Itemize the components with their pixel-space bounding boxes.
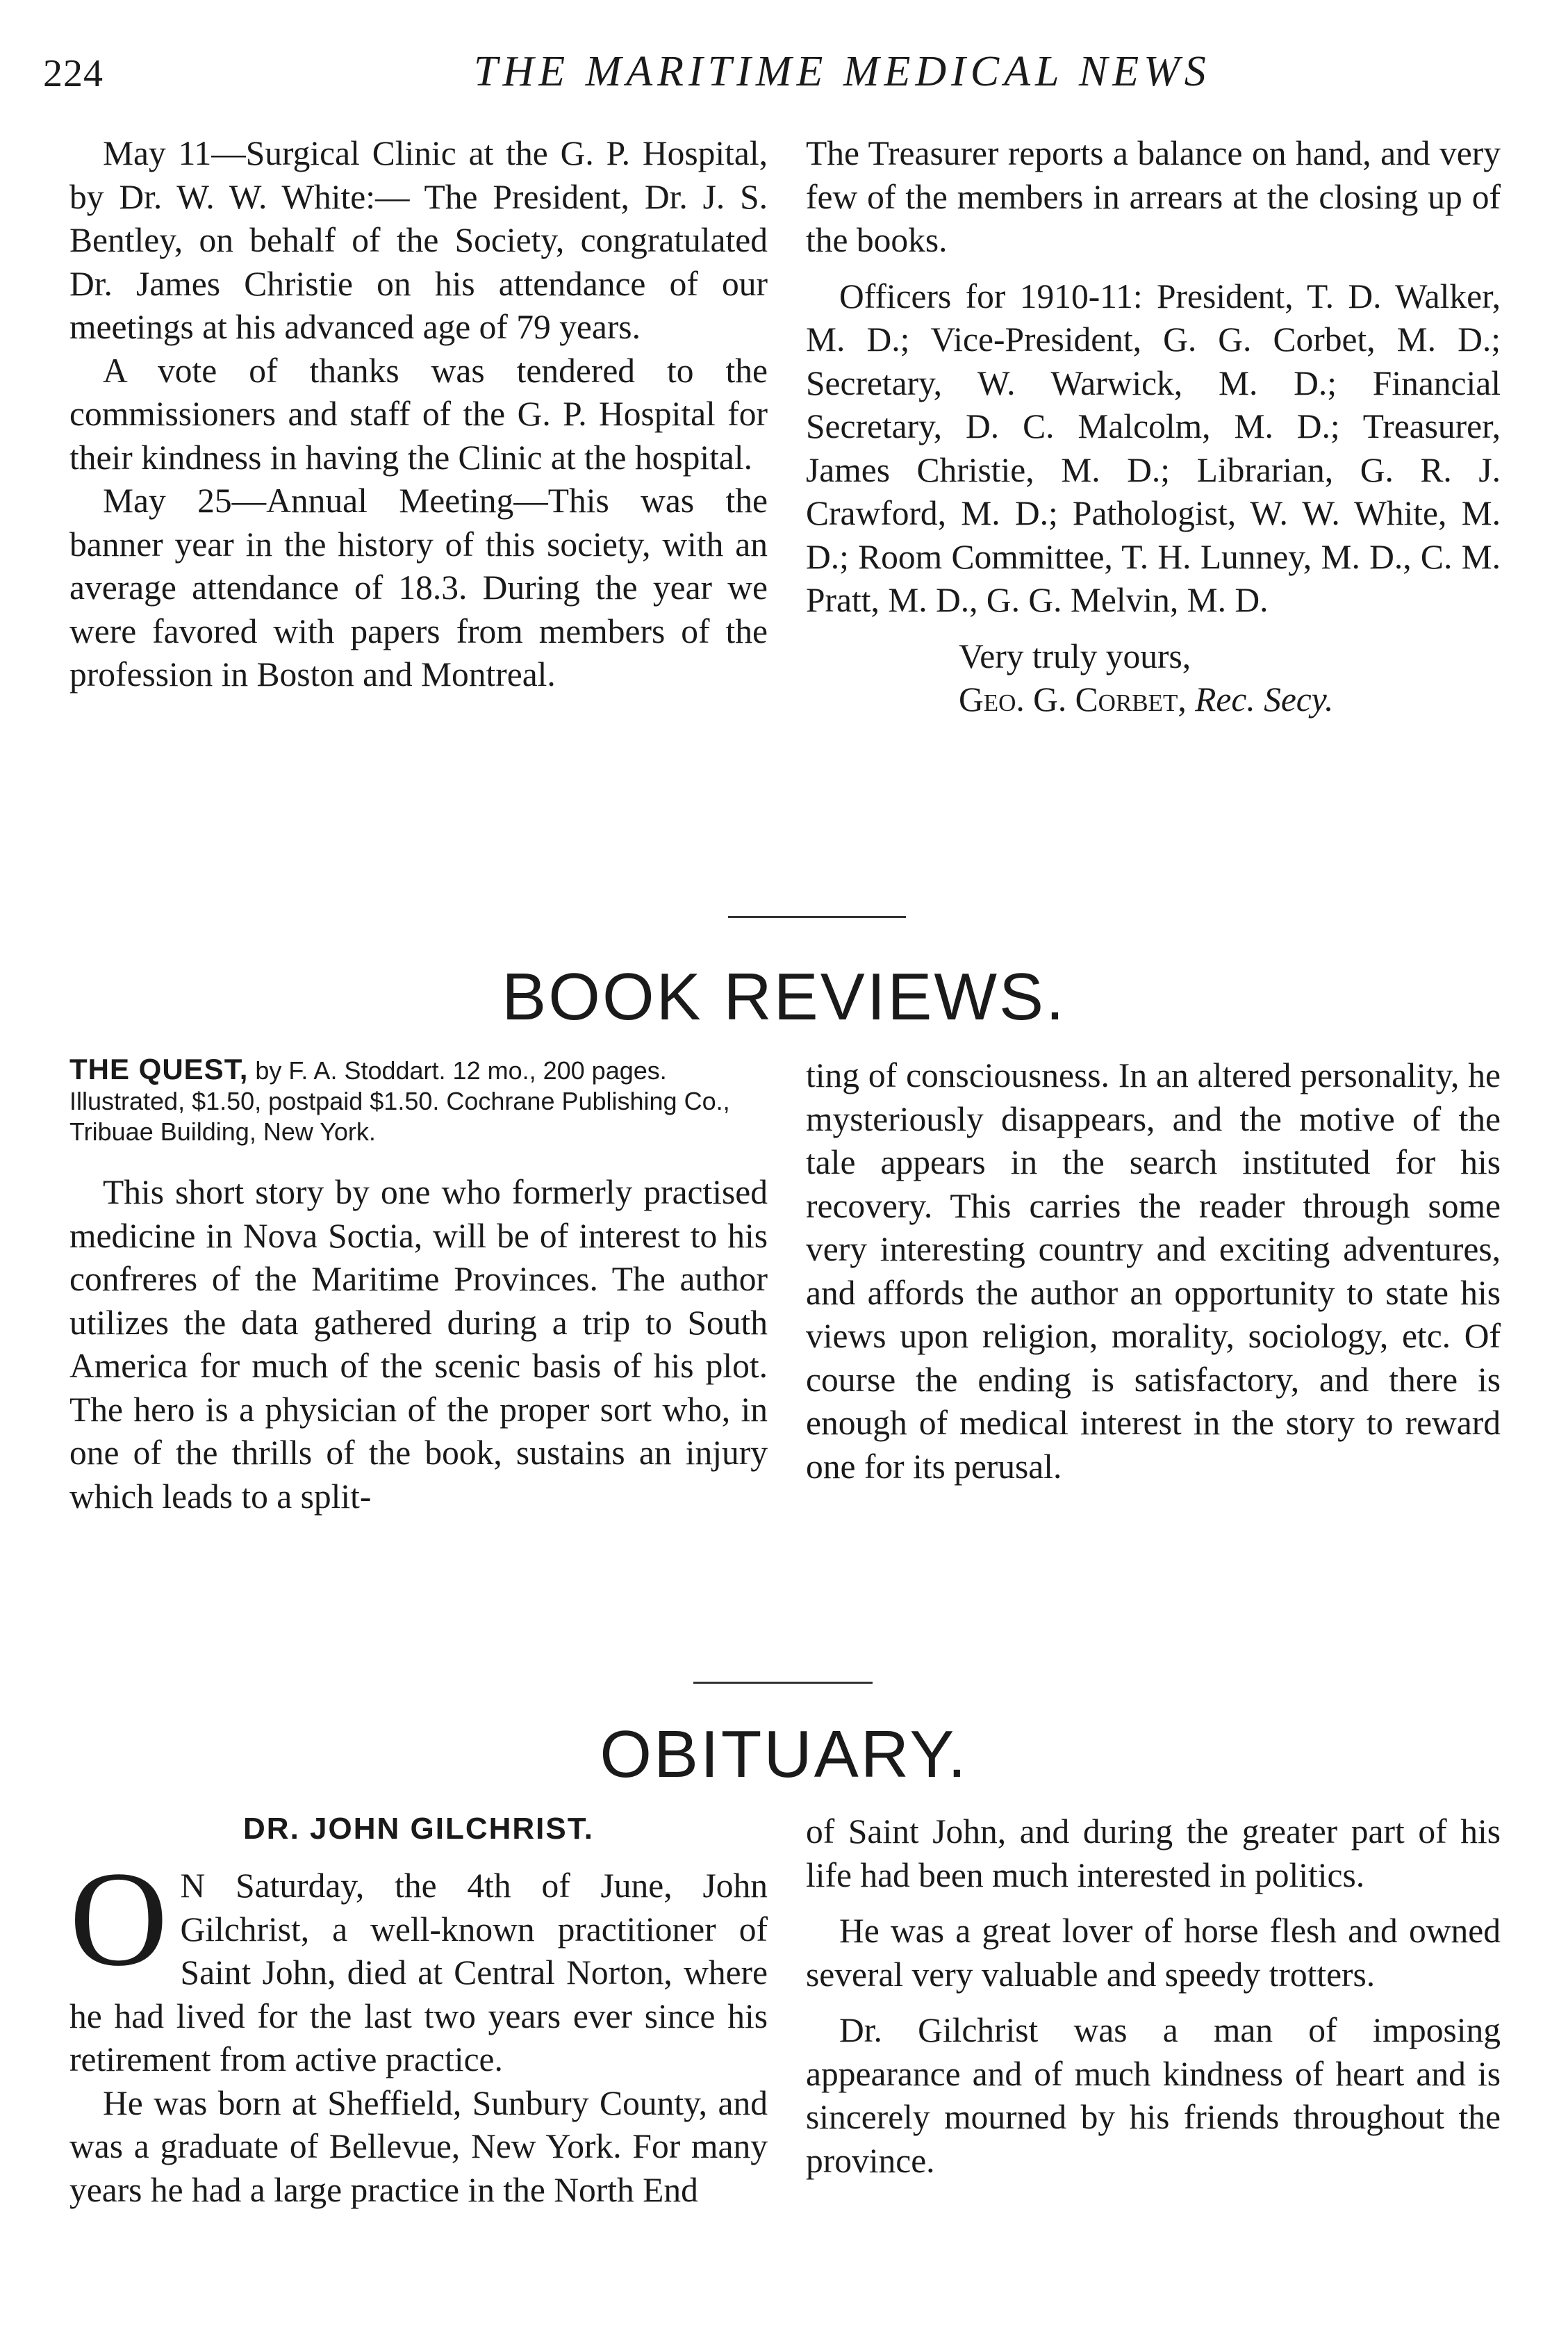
obituary-first-text: N Saturday, the 4th of June, John Gilchrist, a well-known practitioner of Saint John, died at Central Norton, where he had lived for the last two years ever since his retirement from active practice. [69, 1867, 768, 2078]
society-report-right-column [806, 132, 1501, 722]
signature [806, 678, 1501, 722]
book-reviews-heading: BOOK REVIEWS. [502, 960, 1066, 1034]
signature-name: Geo. G. Corbet, [959, 680, 1187, 719]
obituary-name: DR. JOHN GILCHRIST. [243, 1812, 594, 1846]
obituary-paragraph: He was born at Sheffield, Sunbury County, and was a graduate of Bellevue, New York. For many years he had a large practice in the North End [69, 2083, 768, 2209]
obituary-paragraph: of Saint John, and during the greater part of his life had been much interested in politics. [806, 1812, 1501, 1894]
report-paragraph: May 11—Surgical Clinic at the G. P. Hospital, by Dr. W. W. White:— The President, Dr. J. S. Bentley, on behalf of the Society, congratulated Dr. James Christie on his attendance of our meetings at his advanced age of 79 years. [69, 134, 768, 346]
section-divider [728, 916, 906, 918]
closing-line: Very truly yours, [959, 637, 1191, 675]
page-number: 224 [43, 52, 104, 95]
obituary-paragraph [69, 1844, 768, 2082]
book-title: THE QUEST, [69, 1053, 249, 1085]
obituary-left-column [69, 1810, 768, 2212]
drop-cap: O [69, 1844, 168, 1994]
review-text: This short story by one who formerly practised medicine in Nova Soctia, will be of interest to his confreres of the Maritime Provinces. The author utilizes the data gathered during a trip to South America for much of the scenic basis of his plot. The hero is a physician of the proper sort who, in one of the thrills of the book, sustains an injury which leads to a split- [69, 1173, 768, 1516]
book-citation [69, 1054, 768, 1147]
book-review-right-column [806, 1054, 1501, 1488]
obituary-paragraph: He was a great lover of horse flesh and owned several very valuable and speedy trotters. [806, 1912, 1501, 1994]
obituary-right-column [806, 1810, 1501, 2183]
society-report-left-column [69, 132, 768, 697]
journal-title: THE MARITIME MEDICAL NEWS [474, 48, 1211, 95]
book-details: by F. A. Stoddart. 12 mo., 200 pages. Illustrated, $1.50, postpaid $1.50. Cochrane Publishing Co., Tribuae Building, New York. [69, 1056, 730, 1146]
page-header [43, 47, 1537, 110]
review-text-continued: ting of consciousness. In an altered personality, he mysteriously disappears, and the motive of the tale appears in the search instituted for his recovery. This carries the reader through some very interesting country and exciting adventures, and affords the author an opportunity to state his views upon religion, morality, sociology, etc. Of course the ending is satisfactory, and there is enough of medical interest in the story to reward one for its perusal. [806, 1056, 1501, 1486]
report-paragraph: May 25—Annual Meeting—This was the banner year in the history of this society, with an average attendance of 18.3. During the year we were favored with papers from members of the profession in Boston and Montreal. [69, 482, 768, 694]
report-paragraph: The Treasurer reports a balance on hand, and very few of the members in arrears at the closing up of the books. [806, 134, 1501, 259]
book-review-left-column [69, 1054, 768, 1518]
officers-paragraph: Officers for 1910-11: President, T. D. Walker, M. D.; Vice-President, G. G. Corbet, M. D.; Secretary, W. Warwick, M. D.; Financial Secretary, D. C. Malcolm, M. D.; Treasurer, James Christie, M. D.; Librarian, G. R. J. Crawford, M. D.; Pathologist, W. W. White, M. D.; Room Committee, T. H. Lunney, M. D., C. M. Pratt, M. D., G. G. Melvin, M. D. [806, 277, 1501, 619]
report-paragraph: A vote of thanks was tendered to the commissioners and staff of the G. P. Hospital for their kindness in having the Clinic at the hospital. [69, 351, 768, 477]
section-divider [693, 1682, 873, 1684]
obituary-heading: OBITUARY. [600, 1717, 968, 1791]
signature-title: Rec. Secy. [1195, 680, 1334, 719]
obituary-paragraph: Dr. Gilchrist was a man of imposing appearance and of much kindness of heart and is sincerely mourned by his friends throughout the province. [806, 2011, 1501, 2180]
